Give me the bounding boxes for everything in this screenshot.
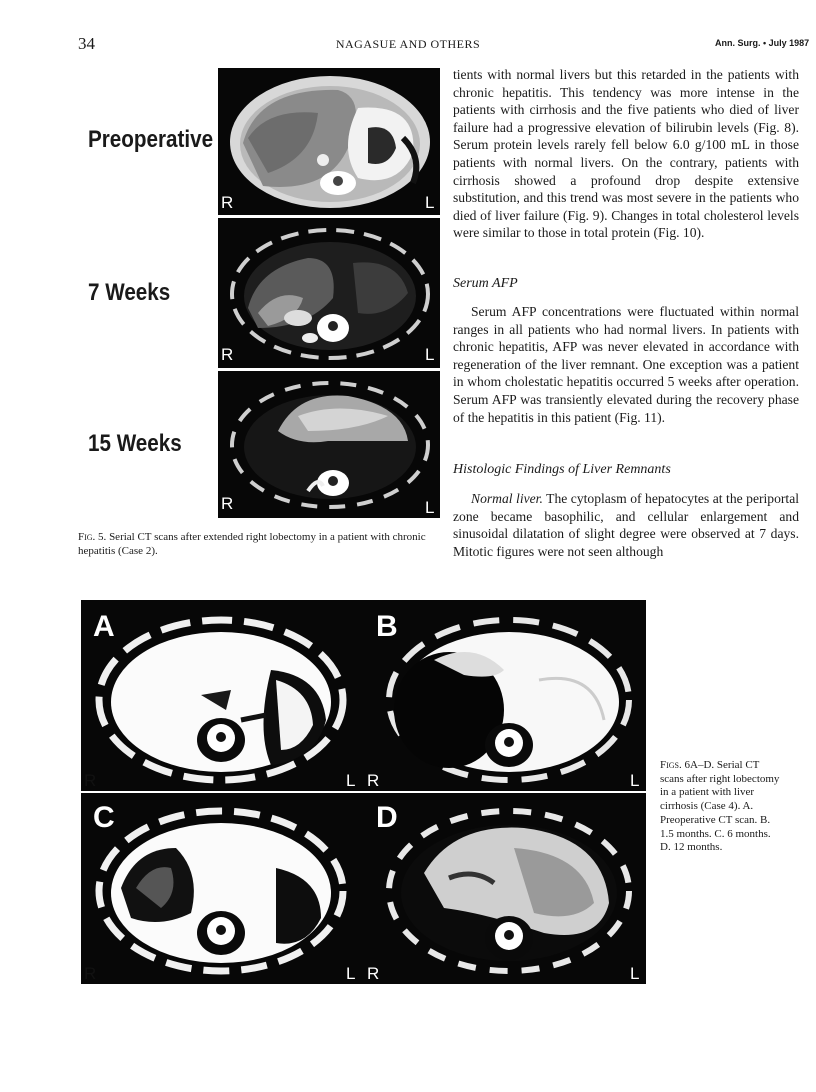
body-paragraph-continuation — [453, 66, 799, 242]
ct-scan-image — [364, 793, 646, 984]
paragraph: tients with normal livers but this retarded in the patients with chronic hepatitis. This tendency was more intense in the patients with cirrhosis and the five patients who died of liver failure had a progressive elevation of bilirubin levels (Fig. 8). Serum protein levels rarely fell below 6.0 g/100 mL in those patients with normal livers. On the contrary, patients with cirrhosis showed a profound drop despite extensive substitution, and this trend was most severe in the patients who died of liver failure (Fig. 9). Changes in total cholesterol levels were similar to those in total protein (Fig. 10). — [453, 67, 799, 241]
marker-r: R — [221, 193, 234, 212]
ct-scan-image — [81, 600, 364, 791]
marker-l: L — [630, 771, 640, 790]
ct-scan-image — [218, 68, 440, 215]
heading-serum-afp: Serum AFP — [453, 276, 518, 291]
fig5-ct-15-weeks — [218, 371, 440, 518]
page-number: 34 — [78, 34, 95, 53]
figure5-caption-label: Fig. 5. — [78, 531, 107, 543]
marker-l: L — [425, 498, 435, 517]
running-head: NAGASUE AND OTHERS — [335, 37, 481, 51]
marker-r: R — [221, 345, 234, 364]
fig5-ct-7-weeks — [218, 218, 440, 368]
marker-l: L — [346, 771, 356, 790]
marker-l: L — [630, 964, 640, 983]
heading-histologic-findings: Histologic Findings of Liver Remnants — [453, 462, 671, 477]
panel-letter-b: B — [376, 610, 398, 643]
ct-scan-image — [81, 793, 364, 984]
marker-r: R — [221, 494, 234, 513]
fig6-ct-panel-c — [81, 793, 364, 984]
ct-scan-image — [218, 371, 440, 518]
panel-letter-d: D — [376, 801, 398, 834]
paragraph: Serum AFP concentrations were fluctuated within normal ranges in all patients who had normal livers. In patients with chronic hepatitis, AFP was never elevated in accordance with regeneration of the liver remnant. One exception was a patient in whom cholestatic hepatitis occurred 5 weeks after operation. Serum AFP was transiently elevated during the recovery phase of the hepatitis in this patient (Fig. 11). — [453, 304, 799, 425]
ct-scan-image — [364, 600, 646, 791]
figure5-caption-text: Serial CT scans after extended right lobectomy in a patient with chronic hepatitis (Case 2). — [78, 531, 426, 557]
figure6-caption-label: Figs. 6A–D. — [660, 759, 715, 771]
fig5-label-preoperative: Preoperative — [88, 126, 214, 153]
marker-r: R — [367, 771, 380, 790]
normal-liver-lead: Normal liver. — [471, 491, 543, 506]
marker-r: R — [84, 964, 97, 983]
panel-letter-c: C — [93, 801, 115, 834]
fig6-ct-panel-b — [364, 600, 646, 791]
figure6-caption — [660, 759, 780, 855]
marker-l: L — [346, 964, 356, 983]
figure6-caption-text: Serial CT scans after right lobectomy in a patient with liver cirrhosis (Case 4). A. Preoperative CT scan. B. 1.5 months. C. 6 months. D. 12 months. — [660, 759, 780, 854]
panel-letter-a: A — [93, 610, 115, 643]
figure5-caption — [78, 531, 430, 558]
fig5-label-15-weeks: 15 Weeks — [88, 430, 182, 457]
marker-r: R — [84, 771, 97, 790]
journal-citation: Ann. Surg. • July 1987 — [715, 38, 810, 48]
fig5-ct-preoperative — [218, 68, 440, 215]
fig5-label-7-weeks: 7 Weeks — [88, 279, 171, 306]
marker-r: R — [367, 964, 380, 983]
paragraph: The cytoplasm of hepatocytes at the periportal zone became basophilic, and cellular enlargement and sinusoidal dilatation of slight degree were observed at 7 days. Mitotic figures were not seen although — [453, 491, 800, 559]
body-paragraph-normal-liver — [453, 490, 799, 560]
marker-l: L — [425, 193, 435, 212]
marker-l: L — [425, 345, 435, 364]
body-paragraph-afp — [453, 303, 799, 426]
fig6-ct-panel-d — [364, 793, 646, 984]
fig6-ct-panel-a — [81, 600, 364, 791]
ct-scan-image — [218, 218, 440, 368]
